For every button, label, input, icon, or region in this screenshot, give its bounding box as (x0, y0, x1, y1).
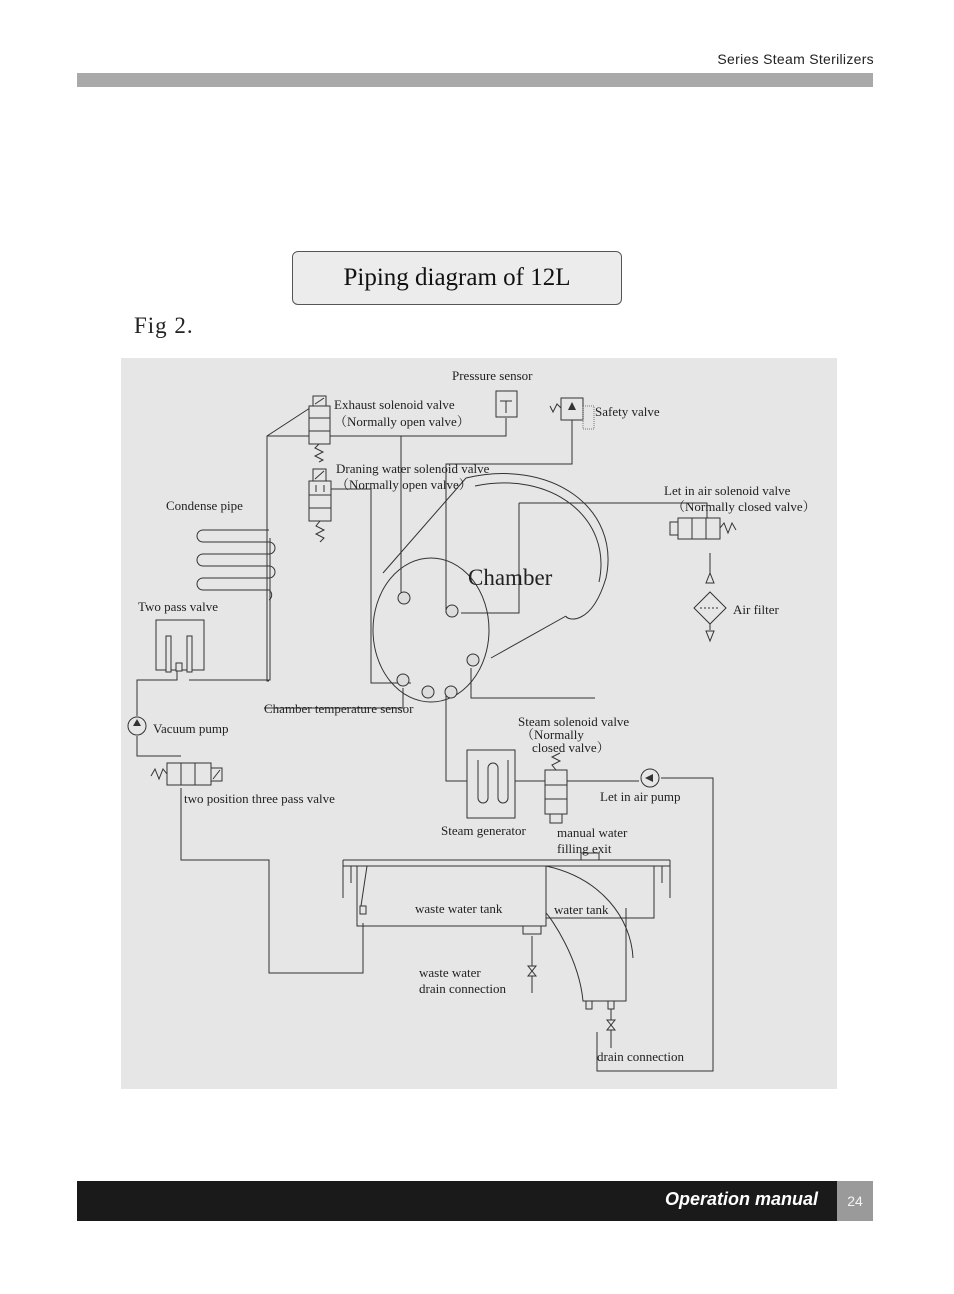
label-steam-generator: Steam generator (441, 823, 526, 838)
let-in-air-solenoid-valve-icon (670, 518, 736, 539)
label-safety-valve: Safety valve (595, 404, 660, 419)
label-exhaust-valve-note: （Normally open valve） (334, 414, 470, 429)
condense-pipe-icon (197, 530, 275, 600)
label-let-in-air-pump: Let in air pump (600, 789, 681, 804)
label-steam-valve-note-2: closed valve） (532, 740, 610, 755)
steam-generator-icon (467, 750, 515, 818)
drain-solenoid-valve-icon (309, 469, 331, 542)
footer-bar (77, 1181, 873, 1221)
label-waste-drain-1: waste water (419, 965, 481, 980)
vacuum-pump-icon (128, 717, 146, 735)
label-chamber: Chamber (468, 565, 553, 590)
label-exhaust-valve: Exhaust solenoid valve (334, 397, 455, 412)
piping-diagram (121, 358, 837, 1089)
label-water-tank: water tank (554, 902, 609, 917)
label-manual-water-1: manual water (557, 825, 628, 840)
label-waste-water-tank: waste water tank (415, 901, 503, 916)
label-let-in-air-valve: Let in air solenoid valve (664, 483, 791, 498)
air-filter-icon (694, 573, 726, 641)
label-pressure-sensor: Pressure sensor (452, 368, 533, 383)
label-drain-valve-note: （Normally open valve） (336, 477, 472, 492)
label-steam-valve: Steam solenoid valve (518, 714, 630, 729)
label-manual-water-2: filling exit (557, 841, 612, 856)
page-number: 24 (837, 1181, 873, 1221)
label-let-in-air-valve-note: （Normally closed valve） (672, 499, 816, 514)
label-condense-pipe: Condense pipe (166, 498, 243, 513)
label-air-filter: Air filter (733, 602, 779, 617)
series-title: Series Steam Sterilizers (717, 51, 874, 67)
label-two-pass-valve: Two pass valve (138, 599, 218, 614)
label-vacuum-pump: Vacuum pump (153, 721, 229, 736)
diagram-title: Piping diagram of 12L (292, 251, 622, 305)
label-waste-drain-2: drain connection (419, 981, 506, 996)
header-bar (77, 73, 873, 87)
water-tanks-icon (343, 853, 670, 1030)
footer-manual-label: Operation manual (664, 1189, 818, 1209)
three-pass-valve-icon (151, 763, 222, 785)
exhaust-solenoid-valve-icon (309, 396, 330, 462)
label-drain-valve: Draning water solenoid valve (336, 461, 490, 476)
steam-solenoid-valve-icon (545, 753, 567, 823)
two-pass-valve-icon (156, 620, 204, 672)
figure-label: Fig 2. (134, 313, 194, 338)
label-drain-connection: drain connection (597, 1049, 684, 1064)
label-chamber-temp-sensor: Chamber temperature sensor (264, 701, 414, 716)
let-in-air-pump-icon (641, 769, 659, 787)
label-steam-valve-note-1: （Normally (521, 727, 584, 742)
pressure-sensor-icon (496, 391, 517, 417)
label-three-pass-valve: two position three pass valve (184, 791, 335, 806)
